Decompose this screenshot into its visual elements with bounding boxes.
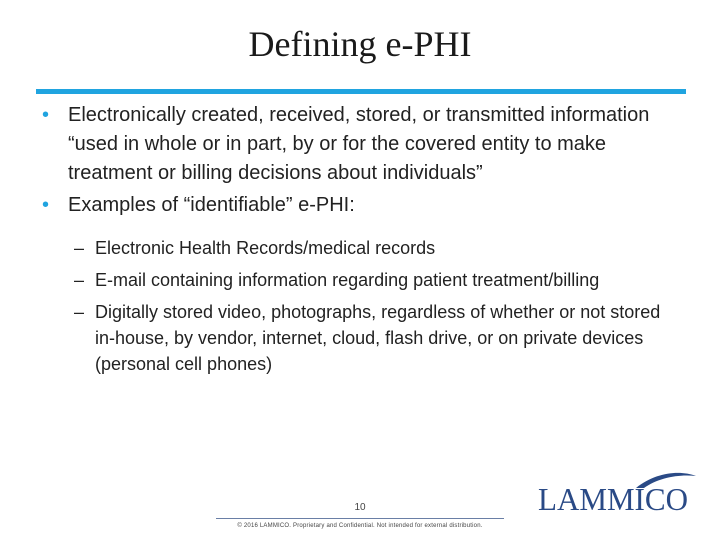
slide-title: Defining e-PHI [248, 24, 472, 64]
sub-bullet-text: Electronic Health Records/medical records [95, 238, 436, 258]
sub-bullet-list [36, 235, 676, 377]
dash-icon: – [74, 302, 85, 322]
page-number: 10 [354, 502, 366, 513]
bullet-text: Electronically created, received, stored, or transmitted information “used in whole or in part, by or for the covered entity to make treatment or billing decisions about individuals” [68, 104, 650, 184]
bullet-text: Examples of “identifiable” e-PHI: [68, 194, 355, 216]
sub-bullet-text: Digitally stored video, photographs, regardless of whether or not stored in-house, by vendor, internet, cloud, flash drive, or on private devices (personal cell phones) [95, 302, 661, 374]
bullet-item [36, 191, 676, 220]
title-underline [36, 89, 686, 94]
sub-bullet-item [36, 267, 676, 293]
bullet-icon: • [42, 104, 50, 126]
sub-bullet-item [36, 299, 676, 377]
dash-icon: – [74, 270, 85, 290]
slide-body [36, 101, 676, 383]
dash-icon: – [74, 238, 85, 258]
lammico-logo [528, 466, 698, 530]
sub-bullet-text: E-mail containing information regarding patient treatment/billing [95, 270, 600, 290]
bullet-icon: • [42, 194, 50, 216]
footer-copyright: © 2016 LAMMICO. Proprietary and Confidential. Not intended for external distribution. [237, 523, 483, 529]
logo-wordmark: LAMMICO [538, 481, 688, 517]
footer-divider [216, 518, 504, 519]
sub-bullet-item [36, 235, 676, 261]
bullet-item [36, 101, 676, 188]
